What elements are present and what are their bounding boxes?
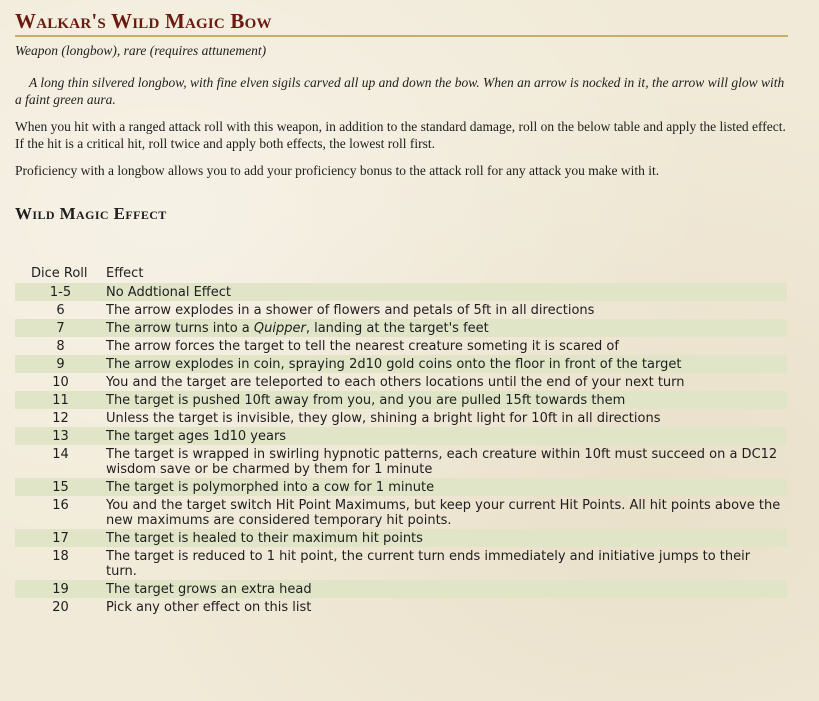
roll-cell: 11 xyxy=(15,391,106,409)
effect-text-pre: The arrow turns into a xyxy=(106,321,254,336)
table-row xyxy=(15,427,787,445)
effect-cell: You and the target switch Hit Point Maximums, but keep your current Hit Points. All hit points above the new maximums are considered temporary hit points. xyxy=(106,498,781,528)
item-title: Walkar's Wild Magic Bow xyxy=(15,9,272,33)
effect-cell: The target is wrapped in swirling hypnotic patterns, each creature within 10ft must succeed on a DC12 wisdom save or be charmed by them for 1 minute xyxy=(106,447,778,477)
effect-cell: Unless the target is invisible, they glow, shining a bright light for 10ft in all directions xyxy=(106,411,661,426)
roll-cell: 16 xyxy=(52,498,69,513)
table-row xyxy=(15,598,787,616)
table-row xyxy=(15,391,787,409)
effect-text-post: , landing at the target's feet xyxy=(305,321,489,336)
effect-cell: The target ages 1d10 years xyxy=(106,427,787,445)
effect-cell: The target is healed to their maximum hit points xyxy=(106,529,787,547)
roll-cell: 19 xyxy=(15,580,106,598)
effect-cell: You and the target are teleported to each others locations until the end of your next turn xyxy=(106,375,685,390)
roll-cell: 20 xyxy=(52,600,69,615)
roll-cell: 18 xyxy=(52,549,69,564)
roll-cell: 12 xyxy=(52,411,69,426)
table-row xyxy=(15,337,787,355)
effect-cell: The arrow explodes in coin, spraying 2d10 gold coins onto the floor in front of the target xyxy=(106,355,787,373)
table-row xyxy=(15,580,787,598)
wild-magic-table xyxy=(15,260,787,616)
table-row xyxy=(15,319,787,337)
roll-cell: 9 xyxy=(15,355,106,373)
effect-cell: The arrow forces the target to tell the nearest creature someting it is scared of xyxy=(106,339,619,354)
table-row xyxy=(15,496,787,529)
table-row xyxy=(15,478,787,496)
header-dice-roll: Dice Roll xyxy=(31,266,88,281)
table-row xyxy=(15,409,787,427)
effect-text-quipper: Quipper xyxy=(253,321,306,336)
table-row xyxy=(15,301,787,319)
table-row xyxy=(15,547,787,580)
table-row xyxy=(15,283,787,301)
header-effect: Effect xyxy=(106,266,144,281)
roll-cell: 15 xyxy=(15,478,106,496)
table-row xyxy=(15,529,787,547)
roll-cell: 13 xyxy=(15,427,106,445)
flavor-text: A long thin silvered longbow, with fine elven sigils carved all up and down the bow. When an arrow is nocked in it, the arrow will glow with a faint green aura. xyxy=(15,75,785,107)
effect-cell xyxy=(106,319,787,337)
effect-cell: Pick any other effect on this list xyxy=(106,600,312,615)
table-row xyxy=(15,445,787,478)
roll-cell: 6 xyxy=(56,303,65,318)
effect-cell: The arrow explodes in a shower of flowers and petals of 5ft in all directions xyxy=(106,303,595,318)
effect-cell: The target is polymorphed into a cow for 1 minute xyxy=(106,478,787,496)
effect-cell: The target grows an extra head xyxy=(106,580,787,598)
title-divider xyxy=(15,35,788,37)
section-heading: Wild Magic Effect xyxy=(15,204,167,223)
roll-cell: 14 xyxy=(52,447,69,462)
roll-cell: 17 xyxy=(15,529,106,547)
attack-rule-paragraph: When you hit with a ranged attack roll with this weapon, in addition to the standard damage, roll on the below table and apply the listed effect. If the hit is a critical hit, roll twice and apply both effects, the lowest roll first. xyxy=(15,119,786,151)
effect-cell: No Addtional Effect xyxy=(106,283,787,301)
item-subtitle: Weapon (longbow), rare (requires attunement) xyxy=(15,43,267,58)
roll-cell: 1-5 xyxy=(15,283,106,301)
item-card xyxy=(15,8,790,225)
roll-cell: 7 xyxy=(15,319,106,337)
proficiency-paragraph: Proficiency with a longbow allows you to add your proficiency bonus to the attack roll for any attack you make with it. xyxy=(15,163,660,178)
roll-cell: 10 xyxy=(52,375,69,390)
table-row xyxy=(15,373,787,391)
table-header-row xyxy=(15,260,787,283)
effect-cell: The target is reduced to 1 hit point, the current turn ends immediately and initiative jumps to their turn. xyxy=(106,549,751,579)
roll-cell: 8 xyxy=(56,339,65,354)
table-row xyxy=(15,355,787,373)
effect-cell: The target is pushed 10ft away from you, and you are pulled 15ft towards them xyxy=(106,391,787,409)
